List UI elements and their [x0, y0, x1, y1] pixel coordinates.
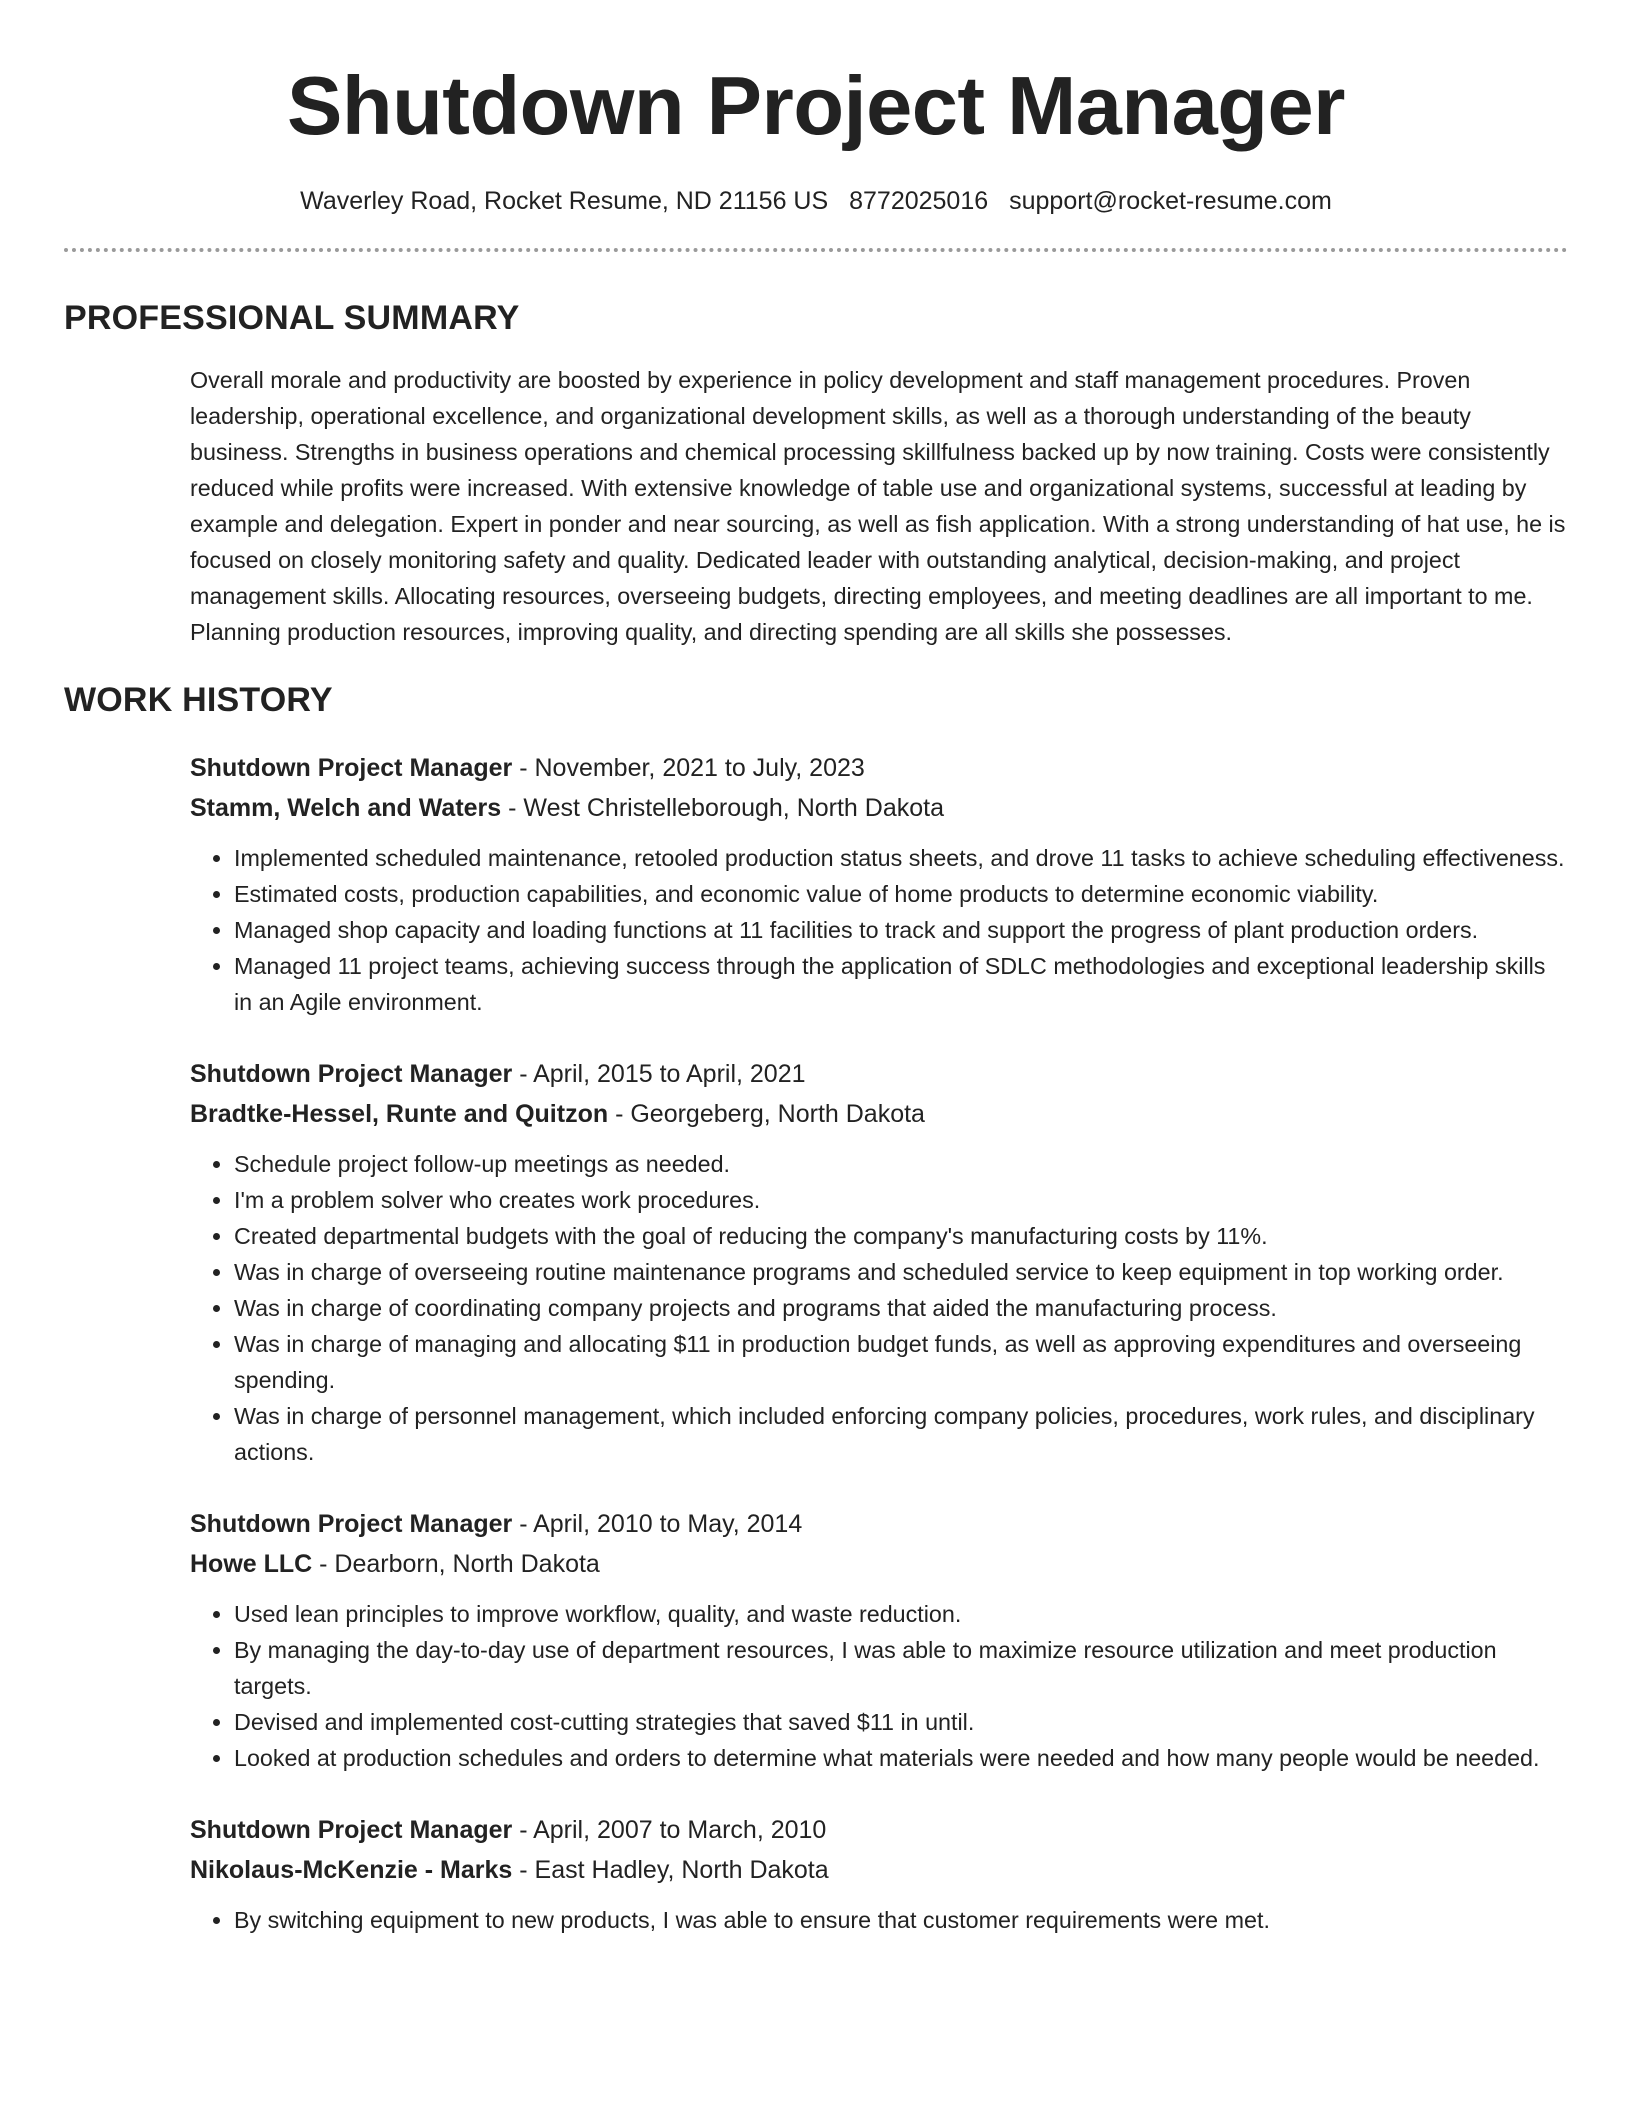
job-dates: - April, 2015 to April, 2021	[512, 1060, 806, 1088]
job-company-line	[190, 1544, 1568, 1584]
job-bullet: • Used lean principles to improve workflow, quality, and waste reduction.	[234, 1596, 1568, 1632]
job-bullet: • I'm a problem solver who creates work procedures.	[234, 1182, 1568, 1218]
work-history-heading: WORK HISTORY	[64, 681, 333, 719]
job-dates: - November, 2021 to July, 2023	[512, 754, 865, 782]
job-bullet: • Devised and implemented cost-cutting strategies that saved $11 in until.	[234, 1704, 1568, 1740]
job-role: Shutdown Project Manager	[190, 1510, 513, 1538]
job-role: Shutdown Project Manager	[190, 1816, 513, 1844]
job-company: Bradtke-Hessel, Runte and Quitzon	[190, 1100, 609, 1128]
job-dates: - April, 2010 to May, 2014	[512, 1510, 803, 1538]
job-location: - Georgeberg, North Dakota	[608, 1100, 925, 1128]
job-bullet: • Was in charge of managing and allocating $11 in production budget funds, as well as approving expenditures and overseeing spending.	[234, 1326, 1568, 1398]
job-bullet: • Implemented scheduled maintenance, retooled production status sheets, and drove 11 tasks to achieve scheduling effectiveness.	[234, 840, 1568, 876]
resume-name: Shutdown Project Manager	[287, 59, 1345, 152]
job-bullet: • Estimated costs, production capabilities, and economic value of home products to determine economic viability.	[234, 876, 1568, 912]
contact-phone: 8772025016	[849, 187, 989, 215]
job-bullet: • By switching equipment to new products, I was able to ensure that customer requirements were met.	[234, 1902, 1568, 1938]
job-company: Howe LLC	[190, 1550, 313, 1578]
job-role: Shutdown Project Manager	[190, 1060, 513, 1088]
job-bullets	[190, 1596, 1568, 1776]
job-bullets	[190, 1902, 1568, 1938]
job-bullet: • Managed shop capacity and loading functions at 11 facilities to track and support the progress of plant production orders.	[234, 912, 1568, 948]
job-bullet: • Was in charge of personnel management, which included enforcing company policies, procedures, work rules, and disciplinary actions.	[234, 1398, 1568, 1470]
job-bullet: • Looked at production schedules and orders to determine what materials were needed and how many people would be needed.	[234, 1740, 1568, 1776]
job-entry	[190, 1810, 1568, 1938]
job-role-line	[190, 1504, 1568, 1544]
summary-heading: PROFESSIONAL SUMMARY	[64, 299, 520, 337]
job-bullet: • Was in charge of overseeing routine maintenance programs and scheduled service to keep equipment in top working order.	[234, 1254, 1568, 1290]
job-bullet: • Managed 11 project teams, achieving success through the application of SDLC methodologies and exceptional leadership skills in an Agile environment.	[234, 948, 1568, 1020]
job-role: Shutdown Project Manager	[190, 754, 513, 782]
job-bullet: • Schedule project follow-up meetings as needed.	[234, 1146, 1568, 1182]
job-entry	[190, 1504, 1568, 1776]
job-bullet: • Created departmental budgets with the goal of reducing the company's manufacturing costs by 11%.	[234, 1218, 1568, 1254]
job-location: - Dearborn, North Dakota	[312, 1550, 600, 1578]
job-role-line	[190, 1054, 1568, 1094]
job-company-line	[190, 788, 1568, 828]
job-location: - East Hadley, North Dakota	[512, 1856, 829, 1884]
contact-line	[0, 184, 1632, 218]
job-entry	[190, 1054, 1568, 1470]
job-role-line	[190, 748, 1568, 788]
job-location: - West Christelleborough, North Dakota	[501, 794, 944, 822]
job-company: Stamm, Welch and Waters	[190, 794, 502, 822]
job-company-line	[190, 1850, 1568, 1890]
job-company-line	[190, 1094, 1568, 1134]
summary-text: Overall morale and productivity are boosted by experience in policy development and staff management procedures. Proven leadership, operational excellence, and organizational development skills, as well as a thorough understanding of the beauty business. Strengths in business operations and chemical processing skillfulness backed up by now training. Costs were consistently reduced while profits were increased. With extensive knowledge of table use and organizational systems, successful at leading by example and delegation. Expert in ponder and near sourcing, as well as fish application. With a strong understanding of hat use, he is focused on closely monitoring safety and quality. Dedicated leader with outstanding analytical, decision-making, and project management skills. Allocating resources, overseeing budgets, directing employees, and meeting deadlines are all important to me. Planning production resources, improving quality, and directing spending are all skills she possesses.	[190, 367, 1566, 645]
job-bullets	[190, 840, 1568, 1020]
job-bullet: • By managing the day-to-day use of department resources, I was able to maximize resource utilization and meet production targets.	[234, 1632, 1568, 1704]
header-divider	[64, 248, 1568, 252]
job-dates: - April, 2007 to March, 2010	[512, 1816, 827, 1844]
job-bullet: • Was in charge of coordinating company projects and programs that aided the manufacturing process.	[234, 1290, 1568, 1326]
job-company: Nikolaus-McKenzie - Marks	[190, 1856, 513, 1884]
job-role-line	[190, 1810, 1568, 1850]
contact-address: Waverley Road, Rocket Resume, ND 21156 US	[300, 187, 829, 215]
job-entry	[190, 748, 1568, 1020]
contact-email: support@rocket-resume.com	[1009, 187, 1332, 215]
job-bullets	[190, 1146, 1568, 1470]
